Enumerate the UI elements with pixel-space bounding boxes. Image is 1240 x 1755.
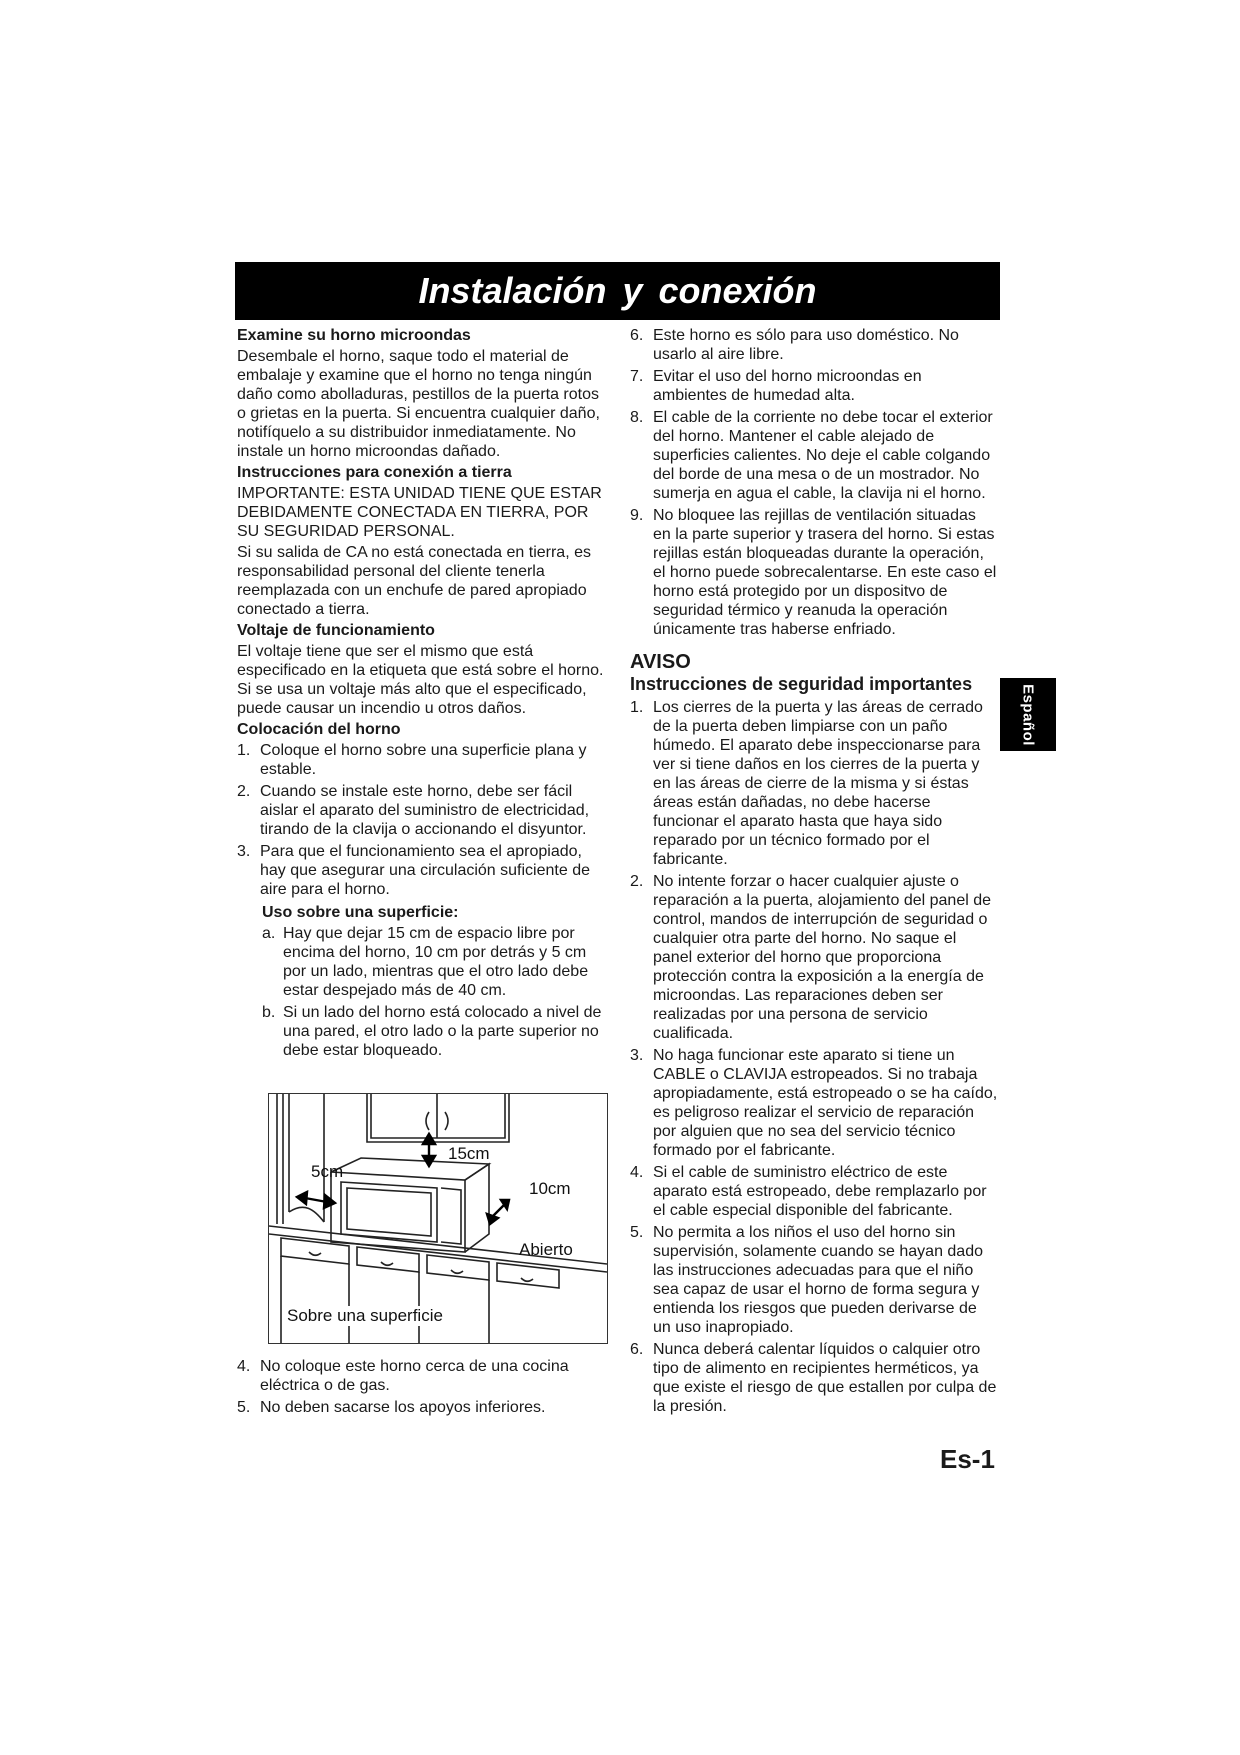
list-item xyxy=(630,1046,998,1160)
lower-placement-list xyxy=(237,1357,610,1420)
item-text: No bloquee las rejillas de ventilación situadas en la parte superior y trasera del horno. Si estas rejillas están bloqueadas durante la operación, el horno puede sobrecalentarse. En este caso el horno está protegido por un dispositvo de seguridad térmico y reanuda la operación únicamente tras haberse enfriado. xyxy=(653,507,997,638)
item-number: 4. xyxy=(630,1164,644,1181)
item-number: 2. xyxy=(237,783,251,800)
item-text: Nunca deberá calentar líquidos o calquier otro tipo de alimento en recipientes herméticos, ya que existe el riesgo de que estallen por culpa de la presión. xyxy=(653,1341,997,1415)
item-text: El cable de la corriente no debe tocar el exterior del horno. Mantener el cable alejado de superficies calientes. No deje el cable colgando del borde de una mesa o de un mostrador. No sumerja en agua el cable, la clavija ni el horno. xyxy=(653,409,993,502)
list-item xyxy=(237,842,610,899)
list-item xyxy=(630,872,998,1043)
ground-important: IMPORTANTE: ESTA UNIDAD TIENE QUE ESTAR DEBIDAMENTE CONECTADA EN TIERRA, POR SU SEGURIDAD PERSONAL. xyxy=(237,485,602,540)
item-text: Si el cable de suministro eléctrico de este aparato está estropeado, debe remplazarlo por el cable especial disponible del fabricante. xyxy=(653,1164,987,1219)
clearance-top-label: 15cm xyxy=(448,1144,490,1163)
list-item xyxy=(237,1357,610,1395)
item-number: 6. xyxy=(630,327,644,344)
page-number: Es-1 xyxy=(940,1444,995,1474)
list-item xyxy=(630,1340,998,1416)
item-text: Si un lado del horno está colocado a nivel de una pared, el otro lado o la parte superior no debe estar bloqueado. xyxy=(283,1004,602,1059)
placement-list xyxy=(237,741,610,899)
item-text: Hay que dejar 15 cm de espacio libre por encima del horno, 10 cm por detrás y 5 cm por un lado, mientras que el otro lado debe estar despejado más de 40 cm. xyxy=(283,925,589,999)
voltage-text: El voltaje tiene que ser el mismo que está especificado en la etiqueta que está sobre el horno. Si se usa un voltaje más alto que el especificado, puede causar un incendio u otros daños. xyxy=(237,643,604,717)
clearance-back-label: 10cm xyxy=(529,1179,571,1198)
item-number: 8. xyxy=(630,409,644,426)
list-item xyxy=(630,1163,998,1220)
item-number: 3. xyxy=(630,1047,644,1064)
ground-text: Si su salida de CA no está conectada en tierra, es responsabilidad personal del cliente tenerla reemplazada con un enchufe de pared apropiado conectado a tierra. xyxy=(237,544,591,618)
list-item xyxy=(630,367,998,405)
list-item xyxy=(237,782,610,839)
list-item xyxy=(262,1003,610,1060)
safety-list xyxy=(630,698,998,1416)
figure-caption: Sobre una superficie xyxy=(287,1306,443,1325)
list-item xyxy=(630,1223,998,1337)
item-text: No coloque este horno cerca de una cocina eléctrica o de gas. xyxy=(260,1358,569,1394)
language-tab xyxy=(1000,678,1056,751)
page-title: Instalación y conexión xyxy=(235,262,1000,320)
item-number: 6. xyxy=(630,1341,644,1358)
item-text: Este horno es sólo para uso doméstico. No usarlo al aire libre. xyxy=(653,327,959,363)
open-side-label: Abierto xyxy=(519,1240,573,1259)
clearance-side-label: 5cm xyxy=(311,1162,344,1181)
item-text: Para que el funcionamiento sea el apropiado, hay que asegurar una circulación suficiente de aire para el horno. xyxy=(260,843,590,898)
item-number: 3. xyxy=(237,843,251,860)
item-number: 5. xyxy=(237,1399,251,1416)
aviso-subheading: Instrucciones de seguridad importantes xyxy=(630,674,973,694)
list-item xyxy=(630,698,998,869)
item-number: 1. xyxy=(630,699,644,716)
item-text: Evitar el uso del horno microondas en ambientes de humedad alta. xyxy=(653,368,922,404)
list-item xyxy=(630,326,998,364)
item-number: 2. xyxy=(630,873,644,890)
voltage-heading: Voltaje de funcionamiento xyxy=(237,622,435,639)
installation-diagram xyxy=(268,1093,608,1344)
item-number: 1. xyxy=(237,742,251,759)
left-column xyxy=(237,326,610,1063)
placement-heading: Colocación del horno xyxy=(237,721,401,738)
item-letter: a. xyxy=(262,925,276,942)
item-text: No intente forzar o hacer cualquier ajuste o reparación a la puerta, alojamiento del panel de control, mandos de interrupción de seguridad o cualquier otra parte del horno. No saque el panel exterior del horno que proporciona protección contra la exposición a la energía de microondas. Las reparaciones deben ser realizadas por una persona de servicio cualificada. xyxy=(653,873,992,1042)
surface-list xyxy=(262,924,610,1060)
item-text: No haga funcionar este aparato si tiene un CABLE o CLAVIJA estropeados. Si no trabaja apropiadamente, está estropeado o se ha caído, es peligroso realizar el servicio de reparación por alguien que no sea del servicio técnico formado por el fabricante. xyxy=(653,1047,998,1159)
right-column xyxy=(630,326,998,1420)
list-item xyxy=(630,408,998,503)
examine-heading: Examine su horno microondas xyxy=(237,327,471,344)
item-text: Cuando se instale este horno, debe ser fácil aislar el aparato del suministro de electricidad, tirando de la clavija o accionando el disyuntor. xyxy=(260,783,590,838)
language-tab-label: Español xyxy=(1019,683,1037,746)
item-text: Los cierres de la puerta y las áreas de cerrado de la puerta deben limpiarse con un paño húmedo. El aparato debe inspeccionarse para ver si tiene daños en los cierres de la puerta y en las áreas de cierre de la misma y si éstas áreas están dañadas, no debe hacerse funcionar el aparato hasta que haya sido reparado por un técnico formado por el fabricante. xyxy=(653,699,983,868)
usage-list xyxy=(630,326,998,639)
item-number: 7. xyxy=(630,368,644,385)
item-number: 5. xyxy=(630,1224,644,1241)
item-number: 9. xyxy=(630,507,644,524)
list-item xyxy=(237,1398,610,1417)
list-item xyxy=(262,924,610,1000)
list-item xyxy=(630,506,998,639)
item-letter: b. xyxy=(262,1004,276,1021)
item-text: Coloque el horno sobre una superficie plana y estable. xyxy=(260,742,587,778)
aviso-heading: AVISO xyxy=(630,651,691,673)
item-text: No deben sacarse los apoyos inferiores. xyxy=(260,1399,546,1416)
list-item xyxy=(237,741,610,779)
examine-text: Desembale el horno, saque todo el material de embalaje y examine que el horno no tenga ningún daño como abolladuras, pestillos de la puerta rotos o grietas en la puerta. Si encuentra cualquier daño, notifíquelo a su distribuidor inmediatamente. No instale un horno microondas dañado. xyxy=(237,348,600,460)
ground-heading: Instrucciones para conexión a tierra xyxy=(237,464,512,481)
surface-heading: Uso sobre una superficie: xyxy=(262,904,459,921)
item-number: 4. xyxy=(237,1358,251,1375)
item-text: No permita a los niños el uso del horno sin supervisión, solamente cuando se hayan dado las instrucciones adecuadas para que el niño sea capaz de usar el horno de forma segura y entienda los riesgos que pueden derivarse de un uso inapropiado. xyxy=(653,1224,983,1336)
